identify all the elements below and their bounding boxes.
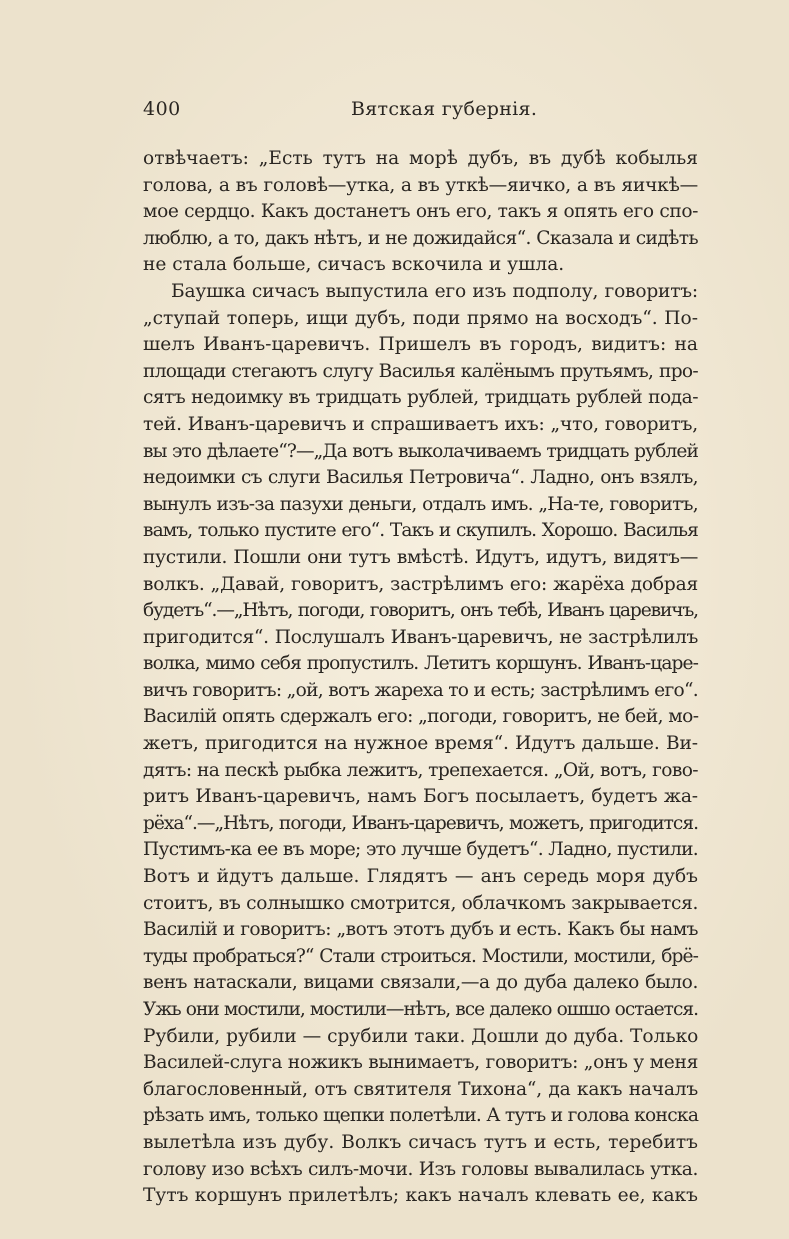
text-line: волкъ. „Давай, говоритъ, застрѣлимъ его: жарёха добрая — [143, 573, 698, 595]
body-text — [143, 146, 698, 1210]
text-line: ритъ Иванъ-царевичъ, намъ Богъ посылаетъ, будетъ жа- — [143, 786, 698, 808]
text-line: голова, а въ головѣ—утка, а въ уткѣ—яичко, а въ яичкѣ— — [143, 174, 698, 196]
text-line: отвѣчаетъ: „Есть тутъ на морѣ дубъ, въ дубѣ кобылья — [143, 148, 698, 169]
text-line: туды пробраться?“ Стали строиться. Мостили, мостили, брё- — [143, 945, 698, 967]
text-line: шелъ Иванъ-царевичъ. Пришелъ въ городъ, видитъ: на — [143, 334, 698, 356]
text-line: стоитъ, въ солнышко смотрится, облачкомъ закрывается. — [143, 892, 699, 914]
text-line: тей. Иванъ-царевичъ и спрашиваетъ ихъ: „что, говоритъ, — [143, 413, 698, 435]
text-line: благословенный, отъ святителя Тихона“, да какъ началъ — [143, 1078, 698, 1100]
text-line: Вотъ и йдутъ дальше. Глядятъ — анъ середь моря дубъ — [143, 866, 698, 888]
text-line: люблю, а то, дакъ нѣтъ, и не дожидайся“. Сказала и сидѣть — [143, 227, 698, 249]
text-line: Тутъ коршунъ прилетѣлъ; какъ началъ клевать ее, какъ — [143, 1185, 698, 1207]
text-line: вы это дѣлаете“?—„Да вотъ выколачиваемъ тридцать рублей — [143, 440, 698, 462]
text-line: площади стегаютъ слугу Василья калёнымъ прутьямъ, про- — [143, 360, 698, 382]
text-line: жетъ, пригодится на нужное время“. Идутъ дальше. Ви- — [143, 733, 698, 755]
text-line: дятъ: на пескѣ рыбка лежитъ, трепехается. „Ой, вотъ, гово- — [143, 759, 698, 781]
text-line: рѣзать имъ, только щепки полетѣли. А тутъ и голова конска — [143, 1105, 699, 1127]
text-line: Ужь они мостили, мостили—нѣтъ, все далеко ошшо остается. — [143, 999, 698, 1020]
text-line: Баушка сичасъ выпустила его изъ подполу, говоритъ: — [171, 280, 698, 302]
text-line: пустили. Пошли они тутъ вмѣстѣ. Идутъ, идутъ, видятъ— — [143, 546, 698, 568]
text-line: голову изо всѣхъ силъ-мочи. Изъ головы вывалилась утка. — [143, 1158, 698, 1180]
text-line: венъ натаскали, вицами связали,—а до дуба далеко было. — [143, 972, 698, 994]
text-line: мое сердцо. Какъ достанетъ онъ его, такъ я опять его спо- — [143, 201, 698, 223]
page-number: 400 — [143, 98, 181, 120]
text-line: вылетѣла изъ дубу. Волкъ сичасъ тутъ и есть, теребитъ — [143, 1131, 698, 1153]
text-line: пригодится“. Послушалъ Иванъ-царевичъ, не застрѣлилъ — [143, 626, 698, 648]
text-line: рёха“.—„Нѣтъ, погоди, Иванъ-царевичъ, можетъ, пригодится. — [143, 812, 698, 834]
page-header — [143, 98, 698, 124]
text-line: Василей-слуга ножикъ вынимаетъ, говоритъ: „онъ у меня — [143, 1052, 698, 1074]
text-line: Рубили, рубили — срубили таки. Дошли до дуба. Только — [143, 1025, 699, 1047]
text-line: вамъ, только пустите его“. Такъ и скупилъ. Хорошо. Василья — [143, 520, 698, 542]
text-line: не стала больше, сичасъ вскочила и ушла. — [143, 254, 565, 276]
text-line: „ступай топерь, ищи дубъ, поди прямо на восходъ“. По- — [143, 307, 698, 329]
text-line: вичъ говоритъ: „ой, вотъ жареха то и есть; застрѣлимъ его“. — [143, 679, 698, 701]
text-line: Пустимъ-ка ее въ море; это лучше будетъ“. Ладно, пустили. — [143, 839, 698, 861]
running-title: Вятская губернія. — [351, 98, 538, 120]
text-line: недоимки съ слуги Василья Петровича“. Ладно, онъ взялъ, — [143, 467, 698, 489]
text-line: Василій опять сдержалъ его: „погоди, говоритъ, не бей, мо- — [143, 706, 699, 728]
text-line: вынулъ изъ-за пазухи деньги, отдалъ имъ. „На-те, говоритъ, — [143, 493, 698, 515]
text-line: сятъ недоимку въ тридцать рублей, тридцать рублей пода- — [143, 387, 698, 409]
text-line: Василій и говоритъ: „вотъ этотъ дубъ и есть. Какъ бы намъ — [143, 919, 698, 941]
text-line: будетъ“.—„Нѣтъ, погоди, говоритъ, онъ тебѣ, Иванъ царевичъ, — [143, 600, 698, 622]
text-line: волка, мимо себя пропустилъ. Летитъ коршунъ. Иванъ-царе- — [143, 653, 698, 675]
